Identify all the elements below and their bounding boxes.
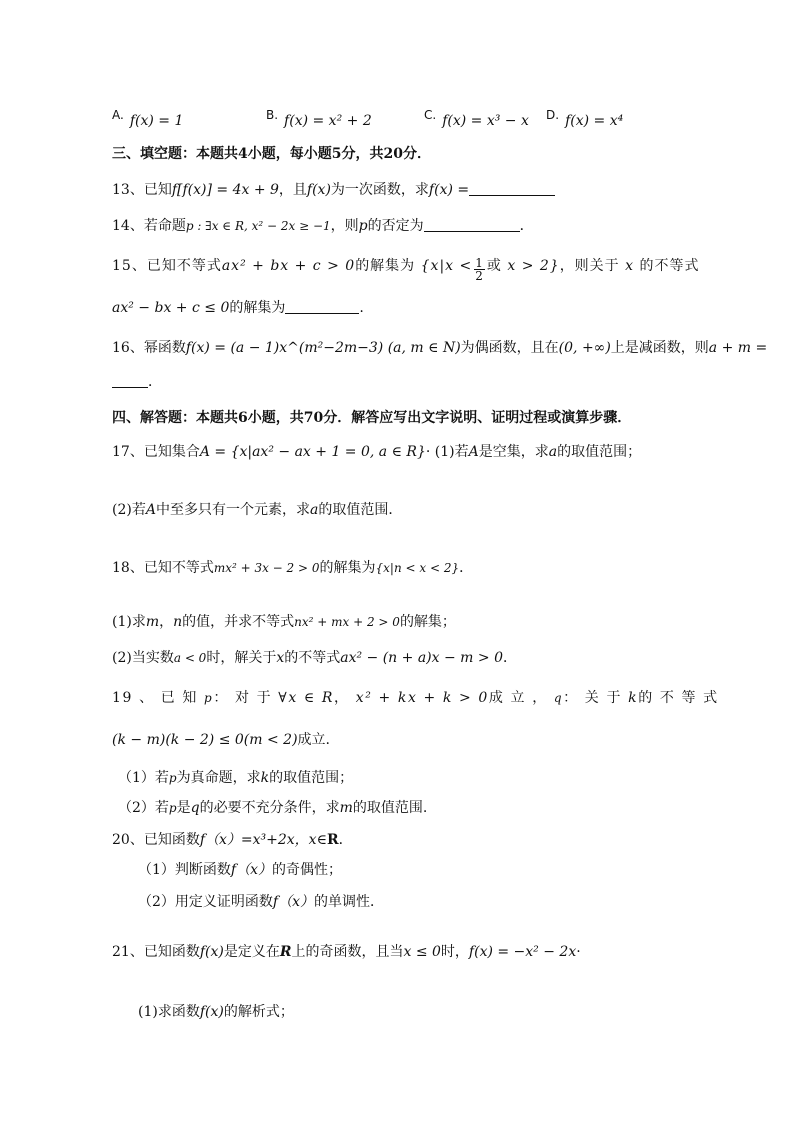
q20-p2: （2）用定义证明函数 [138,894,273,910]
q19-p2-text2: 的必要不充分条件，求 [199,800,340,816]
q17-p1-end: 的取值范围； [557,444,642,460]
q16-interval: (0, +∞) [558,340,611,356]
q19-k: k [260,770,270,786]
choice-d [546,108,623,129]
q14-p: p [358,218,368,234]
q19-p: p [168,771,177,785]
choice-label: A. [112,108,124,122]
q18-p1: (1)求 [112,614,146,630]
question-14 [112,216,534,236]
q17-A: A [468,444,479,460]
q13-expr2: f(x) [306,182,331,198]
question-19-part-1 [118,768,353,788]
q19-q: q [553,691,564,705]
fraction-denominator: 2 [475,269,484,283]
question-17-part-2 [112,500,402,520]
q19-t2: ， [334,690,350,706]
q13-text: 13、已知 [112,182,172,198]
q17-p1-text: 若 [454,444,469,460]
q18-mid: 的解集为 [319,560,376,576]
question-17 [112,442,641,462]
answer-blank [285,298,359,314]
q15-line2-expr: ax² − bx + c ≤ 0 [112,300,230,316]
q18-p1-end: 的解集； [399,614,456,630]
q21-expr: f(x) = −x² − 2x [468,944,577,960]
q17-text: 17、已知集合 [112,444,200,460]
q20-p1-end: 的奇偶性； [272,862,342,878]
q19-line2-expr: (k − m)(k − 2) ≤ 0(m < 2) [112,732,298,748]
question-20-part-1 [138,860,342,880]
q18-m: m [145,614,160,630]
q15-line2-text: 的解集为 [229,300,286,316]
answer-blank [112,372,148,388]
q21-mid3: 时， [440,944,469,960]
q17-p2-end: 的取值范围． [318,502,403,518]
q17-p2-text2: 中至多只有一个元素，求 [155,502,310,518]
q20-p1: （1）判断函数 [138,862,231,878]
q20-fx: f（x） [272,894,314,910]
question-19 [112,688,719,708]
question-18-part-1 [112,612,456,632]
q17-a: a [309,502,319,518]
q15-x: x [625,258,635,274]
q19-line2-end: 成立. [297,732,330,748]
q19-p1-text: 为真命题，求 [176,770,261,786]
q19-t3: 成 立 ， [488,690,548,706]
q18-p2-cond: a < 0 [173,651,207,665]
question-18 [112,558,473,578]
q16-mid2: 上是减函数，则 [610,340,709,356]
question-20 [112,830,353,850]
q19-e2: x² + kx + k > 0 [355,690,489,706]
q21-p1-end: 的解析式； [223,1004,294,1020]
q20-expr: f（x）=x³+2x，x∈ [199,832,327,848]
question-19-line-2 [112,730,330,750]
q14-mid: ，则 [330,218,359,234]
q21-R: R [279,944,292,960]
choice-expr: f(x) = x³ − x [442,113,529,129]
q18-text: 18、已知不等式 [112,560,214,576]
q15-tail2: 的不等式 [639,258,700,274]
q19-t4: ： 关 于 [563,690,623,706]
answer-blank [424,216,520,232]
q19-p2: （2）若 [118,800,169,816]
answer-blank [469,180,555,196]
choice-expr: f(x) = 1 [129,113,184,129]
q18-expr: mx² + 3x − 2 > 0 [213,561,320,575]
q20-p2-end: 的单调性． [314,894,384,910]
q18-comma: ， [159,614,174,630]
question-19-part-2 [118,798,427,818]
choice-expr: f(x) = x² + 2 [284,113,372,129]
q18-p2: (2)当实数 [112,650,174,666]
q14-expr: p : ∃x ∈ R, x² − 2x ≥ −1 [185,219,331,233]
q21-mid: 是定义在 [223,944,280,960]
q18-end: ． [459,560,474,576]
q16-text: 16、幂函数 [112,340,186,356]
q21-fx: f(x) [199,1004,224,1020]
choice-label: B. [266,108,279,122]
q18-p2-end: ． [502,650,517,666]
q18-p2-text: 时，解关于 [206,650,277,666]
question-18-part-2 [112,648,517,668]
q18-p2-text2: 的不等式 [284,650,341,666]
q17-a: a [548,444,558,460]
q15-text: 15、已知不等式 [112,258,222,274]
q19-t1: ： 对 于 [213,690,273,706]
q19-m: m [339,800,353,816]
q19-p2-text: 是 [176,800,191,816]
q15-line2-end: . [359,300,364,316]
question-21 [112,942,581,962]
q15-tail: ，则关于 [559,258,620,274]
question-20-part-2 [138,892,384,912]
question-13 [112,180,555,200]
q16-end: ． [148,374,162,390]
q21-fx: f(x) [199,944,224,960]
fraction-numerator: 1 [475,256,484,270]
q19-e1: ∀x ∈ R [278,690,335,706]
question-15 [112,256,700,282]
q17-p1-text2: 是空集，求 [478,444,549,460]
q21-text: 21、已知函数 [112,944,200,960]
q13-mid2: 为一次函数，求 [330,182,429,198]
q14-end: 的否定为 [367,218,424,234]
fraction-one-half [474,257,485,282]
question-16-line-2 [112,372,162,392]
q17-A: A [145,502,156,518]
q18-p2-expr: ax² − (n + a)x − m > 0 [340,650,503,666]
choice-expr: f(x) = x⁴ [565,113,624,129]
q13-mid: ，且 [278,182,307,198]
q19-line1: 19 、 已 知 [112,690,198,706]
q18-p1-expr: nx² + mx + 2 > 0 [294,615,400,629]
q15-set-right: x > 2} [507,258,560,274]
q16-mid: 为偶函数，且在 [460,340,559,356]
q20-text: 20、已知函数 [112,832,200,848]
q20-R: R [326,832,339,848]
q18-x: x [276,650,285,666]
q14-tail: ． [519,218,534,234]
q21-mid2: 上的奇函数，且当 [291,944,404,960]
q14-text: 14、若命题 [112,218,186,234]
q20-end: ． [338,832,353,848]
q18-set: {x|n < x < 2} [375,561,460,575]
q17-expr: A = {x|ax² − ax + 1 = 0, a ∈ R} [199,444,426,460]
choice-a [112,108,183,129]
q17-p1: (1) [434,444,455,460]
q13-expr: f[f(x)] = 4x + 9 [171,182,279,198]
question-16 [112,338,767,358]
q21-end: · [576,944,581,960]
q19-k: k [628,690,639,706]
q16-expr2: a + m = [708,340,768,356]
q17-p2-text: 若 [131,502,146,518]
choice-label: D. [546,108,560,122]
q19-p1-end: 的取值范围； [269,770,354,786]
section-3-heading: 三、填空题：本题共4小题，每小题5分，共20分． [112,146,431,162]
question-15-line-2 [112,298,364,318]
choice-b [266,108,372,129]
q17-p2: (2) [112,502,132,518]
choice-label: C. [424,108,437,122]
q20-fx: f（x） [230,862,272,878]
q17-dot: · [425,444,431,460]
q13-expr3: f(x) = [428,182,470,198]
choice-c [424,108,529,129]
q18-n: n [173,614,183,630]
q15-mid: 的解集为 [355,258,416,274]
q19-p1: （1）若 [118,770,169,786]
q19-p: p [168,801,177,815]
q16-expr: f(x) = (a − 1)x^(m²−2m−3) (a, m ∈ N) [185,340,461,356]
q18-p1-text: 的值，并求不等式 [182,614,295,630]
q19-p2-end: 的取值范围. [352,800,428,816]
q15-expr: ax² + bx + c > 0 [221,258,356,274]
question-21-part-1 [138,1002,294,1022]
q21-p1: (1)求函数 [138,1004,200,1020]
section-4-heading: 四、解答题：本题共6小题，共70分．解答应写出文字说明、证明过程或演算步骤． [112,410,632,426]
q19-t5: 的 不 等 式 [638,690,719,706]
q21-cond: x ≤ 0 [403,944,441,960]
q19-q: q [190,800,200,816]
q15-set-left: {x|x < [420,258,473,274]
q19-p: p [204,691,214,705]
q15-or: 或 [486,258,502,274]
